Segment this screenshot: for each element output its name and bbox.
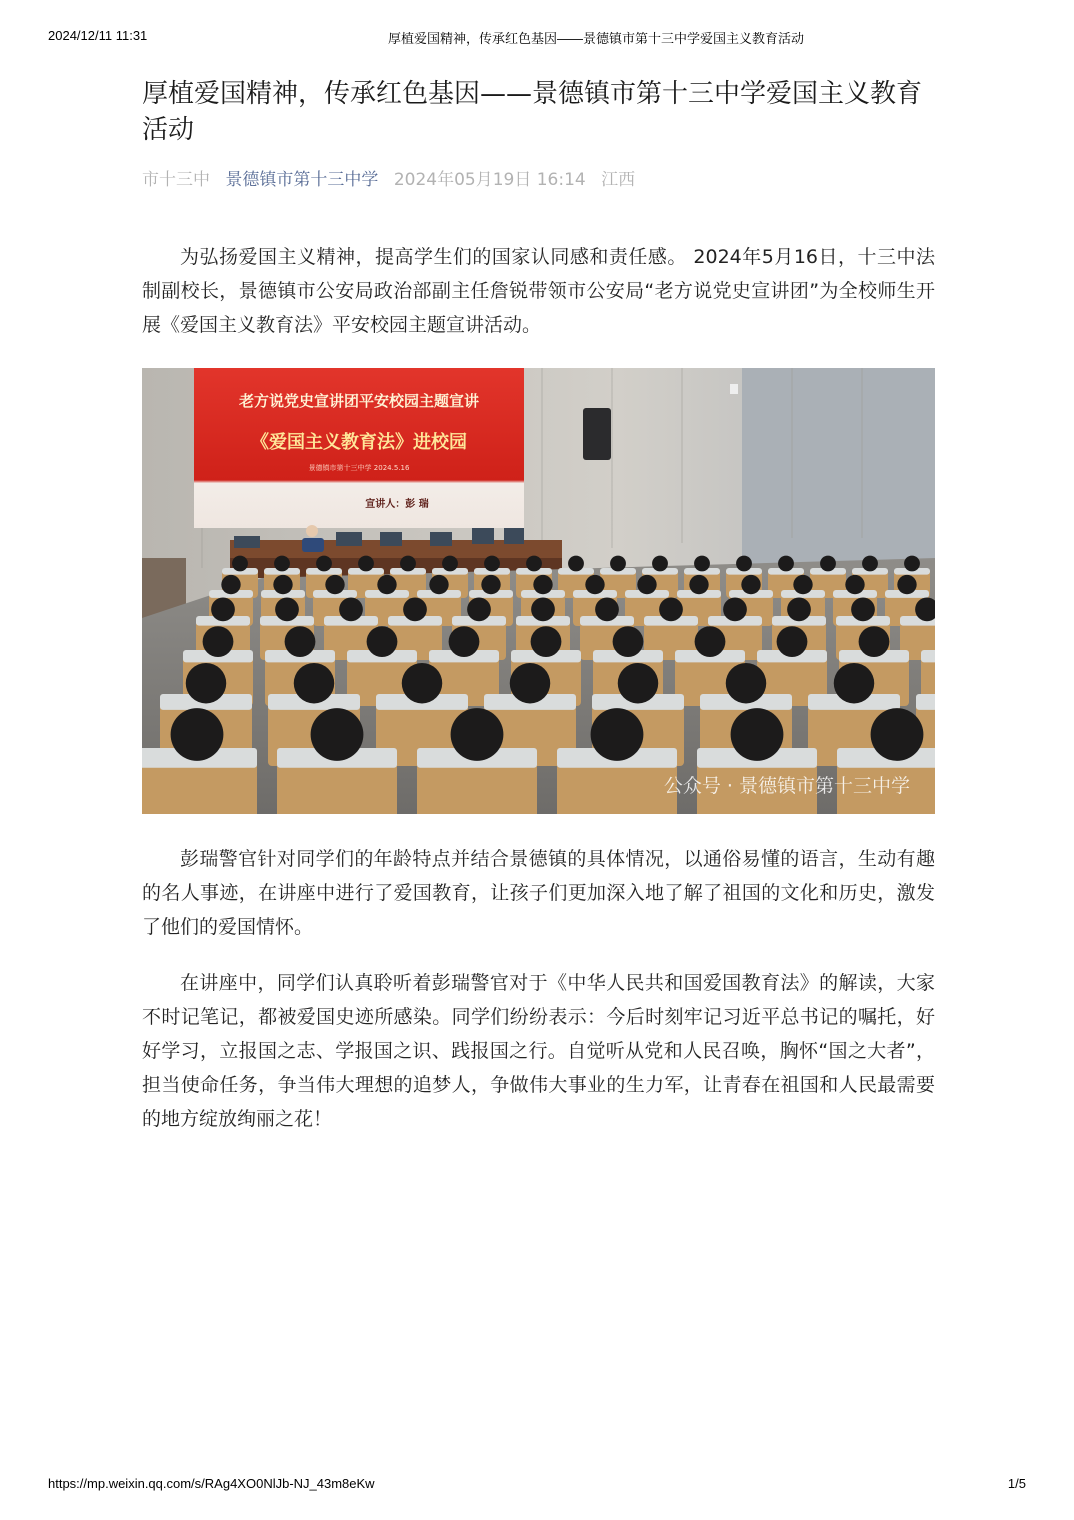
banner-line2: 《爱国主义教育法》进校园: [251, 432, 467, 453]
banner-speaker: 宣讲人：彭 瑞: [365, 499, 429, 510]
lecture-hall-photo: [142, 368, 935, 814]
publish-location: 江西: [601, 170, 636, 190]
print-datetime: 2024/12/11 11:31: [48, 28, 148, 43]
article-title: 厚植爱国精神，传承红色基因——景德镇市第十三中学爱国主义教育活动: [142, 79, 923, 145]
account-link[interactable]: 景德镇市第十三中学: [225, 170, 379, 190]
photo-watermark: 公众号 · 景德镇市第十三中学: [663, 775, 910, 797]
banner-line3: 景德镇市第十三中学 2024.5.16: [308, 464, 410, 472]
article-meta: [142, 168, 935, 192]
author-name: 市十三中: [142, 170, 210, 190]
paragraph-lecture: 彭瑞警官针对同学们的年龄特点并结合景德镇的具体情况，以通俗易懂的语言，生动有趣的名人事迹，在讲座中进行了爱国教育，让孩子们更加深入地了解了祖国的文化和历史，激发了他们的爱国情怀。: [142, 848, 935, 938]
publish-time: 2024年05月19日 16:14: [393, 170, 586, 190]
paragraph-reflection: 在讲座中，同学们认真聆听着彭瑞警官对于《中华人民共和国爱国教育法》的解读，大家不时记笔记，都被爱国史迹所感染。同学们纷纷表示：今后时刻牢记习近平总书记的嘱托，好好学习，立报国之志、学报国之识、践报国之行。自觉听从党和人民召唤，胸怀“国之大者”，担当使命任务，争当伟大理想的追梦人，争做伟大事业的生力军，让青春在祖国和人民最需要的地方绽放绚丽之花！: [142, 972, 935, 1130]
page-number: 1/5: [1007, 1476, 1026, 1491]
print-footer: [48, 1476, 1026, 1496]
print-page-title: 厚植爱国精神，传承红色基因——景德镇市第十三中学爱国主义教育活动: [388, 31, 805, 46]
article: [142, 76, 935, 1136]
banner-line1: 老方说党史宣讲团平安校园主题宣讲: [238, 392, 480, 410]
paragraph-intro: 为弘扬爱国主义精神，提高学生们的国家认同感和责任感。 2024年5月16日，十三中法制副校长，景德镇市公安局政治部副主任詹锐带领市公安局“老方说党史宣讲团”为全校师生开展《爱国主义教育法》平安校园主题宣讲活动。: [142, 246, 935, 336]
page-url: https://mp.weixin.qq.com/s/RAg4XO0NlJb-NJ_43m8eKw: [48, 1476, 375, 1491]
print-header: [48, 28, 1026, 48]
